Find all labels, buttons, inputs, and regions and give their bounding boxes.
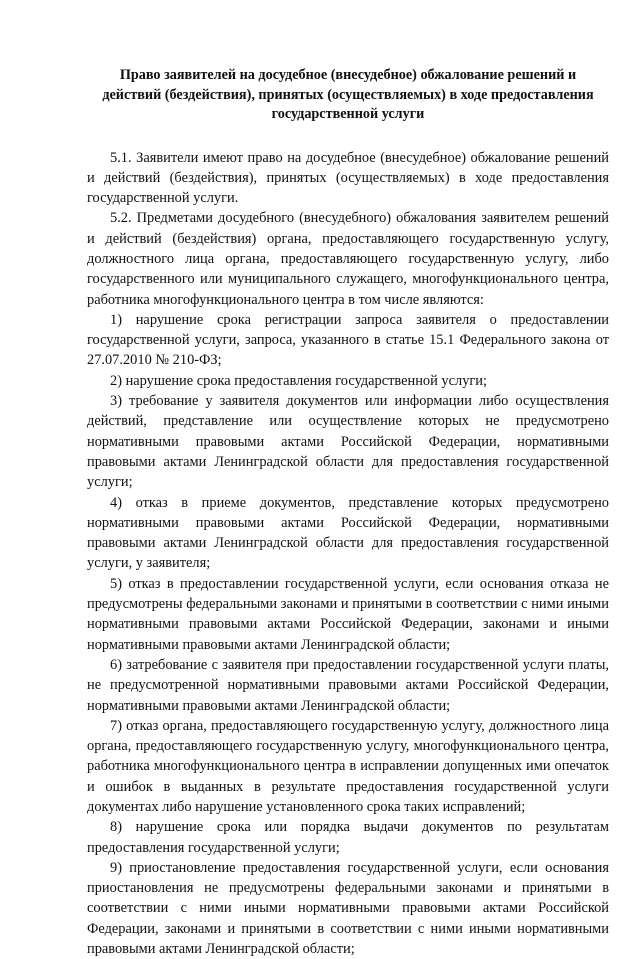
document-body [87, 148, 609, 959]
list-item-3: 3) требование у заявителя документов или информации либо осуществления действий, представление или осуществление которых не предусмотрено нормативными правовыми актами Российской Федерации, нормативными правовыми актами Ленинградской области для предоставления государственной услуги; [87, 391, 609, 492]
paragraph-5-1: 5.1. Заявители имеют право на досудебное (внесудебное) обжалование решений и действий (бездействия), принятых (осуществляемых) в ходе предоставления государственной услуги. [87, 148, 609, 209]
list-item-2: 2) нарушение срока предоставления государственной услуги; [87, 371, 609, 391]
list-item-7: 7) отказ органа, предоставляющего государственную услугу, должностного лица органа, предоставляющего государственную услугу, многофункционального центра, работника многофункционального центра в исправлении допущенных ими опечаток и ошибок в выданных в результате предоставления государственной услуги документах либо нарушение установленного срока таких исправлений; [87, 716, 609, 817]
list-item-5: 5) отказ в предоставлении государственной услуги, если основания отказа не предусмотрены федеральными законами и принятыми в соответствии с ними иными нормативными правовыми актами Российской Федерации, законами и иными нормативными правовыми актами Ленинградской области; [87, 574, 609, 655]
list-item-8: 8) нарушение срока или порядка выдачи документов по результатам предоставления государственной услуги; [87, 817, 609, 858]
list-item-6: 6) затребование с заявителя при предоставлении государственной услуги платы, не предусмотренной нормативными правовыми актами Российской Федерации, нормативными правовыми актами Ленинградской области; [87, 655, 609, 716]
paragraph-5-2: 5.2. Предметами досудебного (внесудебного) обжалования заявителем решений и действий (бездействия) органа, предоставляющего государственную услугу, должностного лица органа, предоставляющего государственную услугу, либо государственного или муниципального служащего, многофункционального центра, работника многофункционального центра в том числе являются: [87, 208, 609, 309]
document-page [87, 66, 609, 959]
list-item-4: 4) отказ в приеме документов, представление которых предусмотрено нормативными правовыми актами Российской Федерации, нормативными правовыми актами Ленинградской области для предоставления государственной услуги, у заявителя; [87, 493, 609, 574]
list-item-9: 9) приостановление предоставления государственной услуги, если основания приостановления не предусмотрены федеральными законами и принятыми в соответствии с ними иными нормативными правовыми актами Российской Федерации, законами и принятыми в соответствии с ними иными нормативными правовыми актами Ленинградской области; [87, 858, 609, 959]
section-title: Право заявителей на досудебное (внесудебное) обжалование решений и действий (бездействия), принятых (осуществляемых) в ходе предоставления государственной услуги [87, 66, 609, 125]
list-item-1: 1) нарушение срока регистрации запроса заявителя о предоставлении государственной услуги, запроса, указанного в статье 15.1 Федерального закона от 27.07.2010 № 210-ФЗ; [87, 310, 609, 371]
